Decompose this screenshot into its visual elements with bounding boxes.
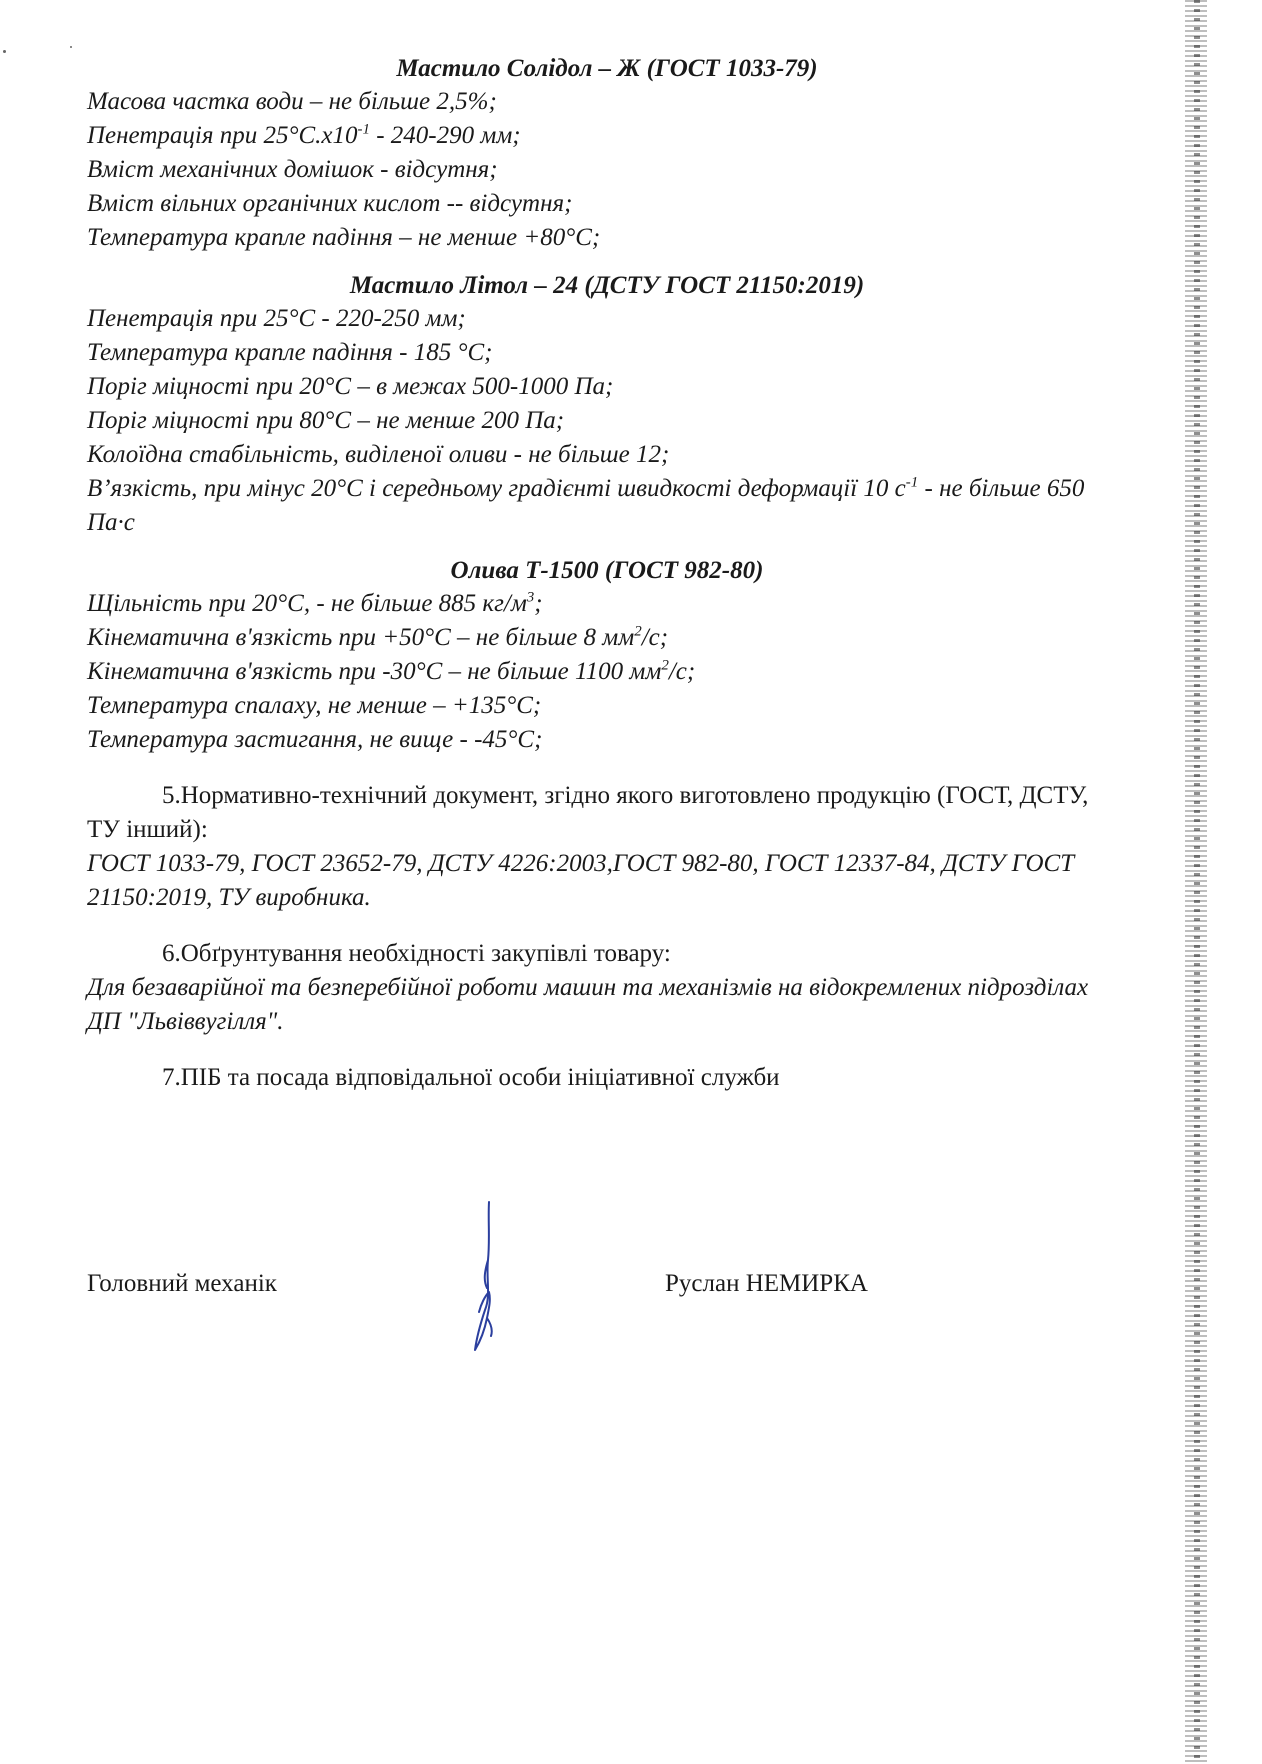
spec-line: Кінематична в'язкість при +50°С – не більше 8 $мм^2/с$; [87,623,669,651]
section-title-litol: Мастило Літол – 24 (ДСТУ ГОСТ 21150:2019) [349,272,865,299]
spec-line: Кінематична в'язкість при -30°С – не більше 1100 $мм^2/с$; [87,657,696,685]
spec-line: Поріг міцності при 80°С – не менше 200 Па; [87,407,565,434]
spec-line: Температура краплe падіння – не менше +80°С; [87,224,601,251]
spec-line: Пенетрація при $25^\circ С.х10^{-1} - 240-290$ мм; [87,121,521,149]
document-body [87,52,1127,1095]
paragraph-6-body: Для безаварійної та безперебійної роботи машин та механізмів на відокремлених підрозділах ДП "Львіввугілля". [87,974,1089,1035]
signature-row [87,1270,1127,1310]
paragraph-7-heading: 7.ПІБ та посада відповідальної особи ініціативної служби [162,1064,780,1091]
paragraph-5-heading: 5.Нормативно-технічний документ, згідно якого виготовлено продукцію (ГОСТ, ДСТУ, ТУ інший): [87,782,1089,843]
spec-line: Масова частка води – не більше 2,5%; [87,88,497,115]
paragraph-5-body: ГОСТ 1033-79, ГОСТ 23652-79, ДСТУ 4226:2003,ГОСТ 982-80, ГОСТ 12337-84, ДСТУ ГОСТ 21150:2019, ТУ виробника. [87,850,1075,911]
spec-line: В’язкість, при мінус 20°С і середньому градієнті швидкості деформації 10 $с^{-1}$ - не більше 650 Па·с [87,474,1085,536]
signatory-name: Руслан НЕМИРКА [665,1270,868,1297]
spec-line: Колоїдна стабільність, виділеної оливи - не більше 12; [87,441,670,468]
spec-line: Температура застигання, не вище - -45°С; [87,726,543,753]
signatory-position: Головний механік [87,1270,277,1297]
spec-line: Температура краплe падіння - 185 °С; [87,339,493,366]
spec-line: Вміст механічних домішок - відсутня; [87,156,498,183]
handwritten-signature [455,1200,515,1360]
spec-line: Щільність при 20°С, - не більше 885 $кг/м^3$; [87,589,543,617]
spec-line: Вміст вільних органічних кислот -- відсутня; [87,190,573,217]
spec-line: Температура спалаху, не менше – +135°С; [87,692,542,719]
scan-speck [70,46,72,48]
spec-line: Пенетрація при 25°С - 220-250 мм; [87,305,466,332]
spec-line: Поріг міцності при 20°С – в межах 500-1000 Па; [87,373,614,400]
scan-edge-artifact-dark [1194,0,1200,1764]
section-title-solidol: Мастило Солідол – Ж (ГОСТ 1033-79) [396,55,818,82]
scan-speck [3,50,6,53]
section-title-oil-t1500: Олива Т-1500 (ГОСТ 982-80) [450,557,764,584]
paragraph-6-heading: 6.Обґрунтування необхідності закупівлі товару: [162,940,671,967]
